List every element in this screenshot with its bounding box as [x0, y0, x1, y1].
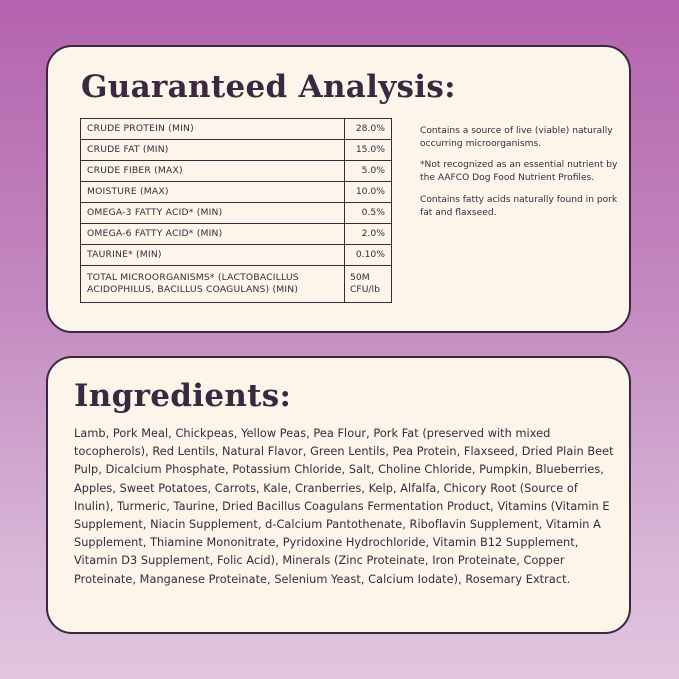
ingredients-list: Lamb, Pork Meal, Chickpeas, Yellow Peas, Pea Flour, Pork Fat (preserved with mixed tocopherols), Red Lentils, Natural Flavor, Green Lentils, Pea Protein, Flaxseed, Dried Plain Beet Pulp, Dicalcium Phosphate, Potassium Chloride, Salt, Choline Chloride, Pumpkin, Blueberries, Apples, Sweet Potatoes, Carrots, Kale, Cranberries, Kelp, Alfalfa, Chicory Root (Source of Inulin), Turmeric, Taurine, Dried Bacillus Coagulans Fermentation Product, Vitamins (Vitamin E Supplement, Niacin Supplement, d-Calcium Pantothenate, Riboflavin Supplement, Vitamin A Supplement, Thiamine Mononitrate, Pyridoxine Hydrochloride, Vitamin B12 Supplement, Vitamin D3 Supplement, Folic Acid), Minerals (Zinc Proteinate, Iron Proteinate, Copper Proteinate, Manganese Proteinate, Selenium Yeast, Calcium Iodate), Rosemary Extract.: [74, 427, 614, 586]
nutrient-value: 28.0%: [345, 119, 392, 140]
nutrient-name: OMEGA-6 FATTY ACID* (MIN): [81, 224, 345, 245]
table-row: [81, 140, 392, 161]
nutrient-value: 15.0%: [345, 140, 392, 161]
table-row: [81, 224, 392, 245]
note-fatty-acids: Contains fatty acids naturally found in pork fat and flaxseed.: [420, 194, 618, 218]
analysis-notes: [420, 125, 620, 228]
table-row: [81, 161, 392, 182]
guaranteed-analysis-title: Guaranteed Analysis:: [81, 69, 456, 105]
table-row: [81, 266, 392, 303]
nutrient-value: 50M CFU/lb: [345, 266, 392, 303]
table-row: [81, 182, 392, 203]
note-aafco: *Not recognized as an essential nutrient by the AAFCO Dog Food Nutrient Profiles.: [420, 160, 618, 184]
nutrient-name: TOTAL MICROORGANISMS* (LACTOBACILLUS ACIDOPHILUS, BACILLUS COAGULANS) (MIN): [81, 266, 345, 303]
nutrient-value: 0.5%: [345, 203, 392, 224]
ingredients-card: [46, 356, 631, 634]
nutrient-name: CRUDE FAT (MIN): [81, 140, 345, 161]
nutrient-name: CRUDE PROTEIN (MIN): [81, 119, 345, 140]
table-row: [81, 119, 392, 140]
nutrient-value: 10.0%: [345, 182, 392, 203]
nutrient-name: TAURINE* (MIN): [81, 245, 345, 266]
nutrient-name: MOISTURE (MAX): [81, 182, 345, 203]
nutrient-name: OMEGA-3 FATTY ACID* (MIN): [81, 203, 345, 224]
nutrient-name: CRUDE FIBER (MAX): [81, 161, 345, 182]
nutrient-value: 0.10%: [345, 245, 392, 266]
nutrient-value: 2.0%: [345, 224, 392, 245]
guaranteed-analysis-card: [46, 45, 631, 333]
table-row: [81, 245, 392, 266]
ingredients-title: Ingredients:: [74, 378, 292, 414]
table-row: [81, 203, 392, 224]
nutrient-value: 5.0%: [345, 161, 392, 182]
guaranteed-analysis-table: [80, 118, 392, 303]
note-live-microorganisms: Contains a source of live (viable) naturally occurring microorganisms.: [420, 126, 613, 149]
